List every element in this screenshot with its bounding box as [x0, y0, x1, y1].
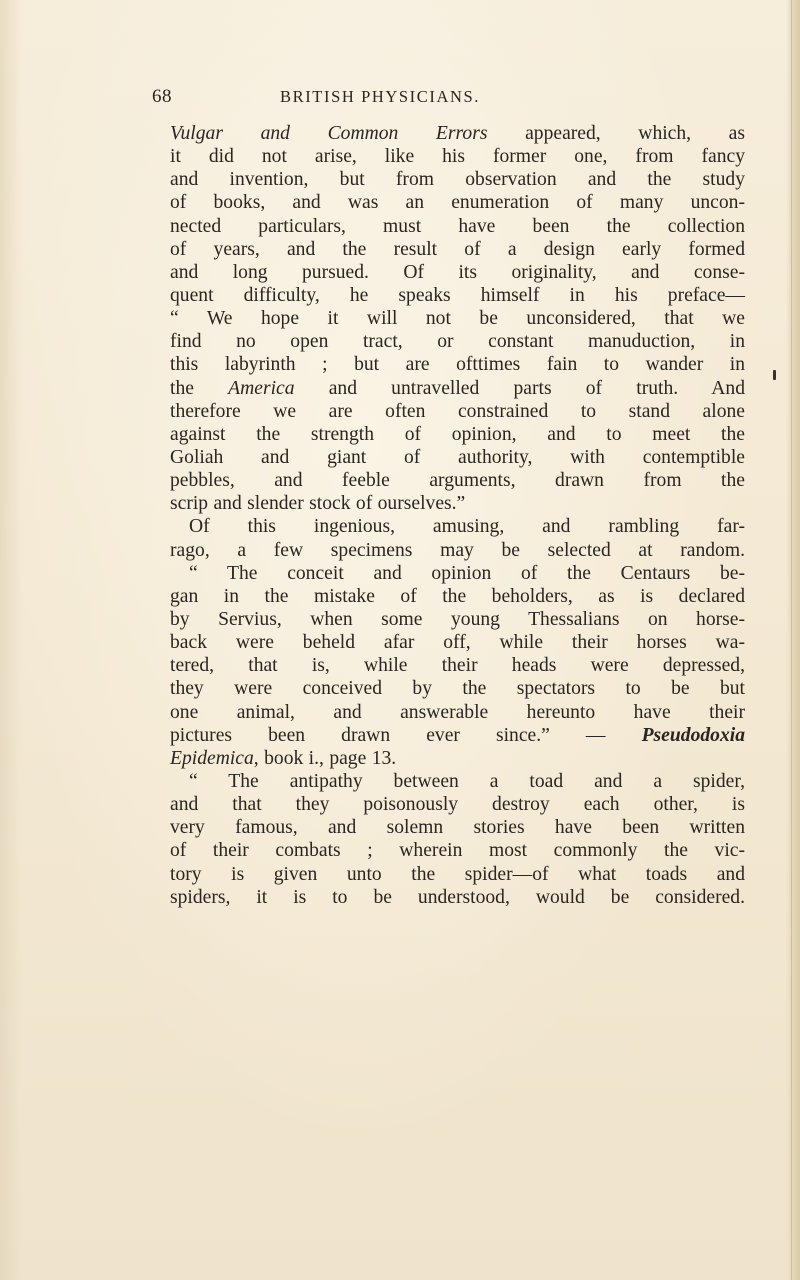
text-line	[170, 631, 745, 654]
text-run: and long pursued. Of its originality, and conse-	[170, 261, 745, 283]
text-line	[170, 677, 745, 700]
page-right-edge	[786, 0, 800, 1280]
text-line	[170, 863, 745, 886]
italic-text: Vulgar and Common Errors	[170, 123, 488, 144]
text-run: appeared, which, as	[487, 123, 746, 144]
text-line	[170, 492, 745, 515]
text-line	[170, 886, 745, 909]
text-line	[170, 585, 745, 608]
text-run: “ The conceit and opinion of the Centaurs be-	[189, 562, 745, 584]
text-line	[170, 747, 745, 770]
text-run: the	[170, 377, 229, 399]
text-run: Of this ingenious, amusing, and rambling far-	[189, 516, 745, 538]
italic-text: Pseudodoxia	[641, 724, 745, 746]
text-line	[170, 770, 745, 793]
ink-fleck	[773, 370, 776, 380]
text-line	[170, 724, 745, 747]
page-edge-line	[791, 0, 792, 1280]
text-line	[170, 839, 745, 862]
text-line	[170, 701, 745, 724]
text-line	[170, 469, 745, 492]
running-title: BRITISH PHYSICIANS.	[280, 87, 481, 106]
text-run: very famous, and solemn stories have been written	[170, 817, 745, 839]
text-line	[170, 446, 745, 469]
text-run: and that they poisonously destroy each other, is	[170, 794, 745, 816]
text-line	[170, 539, 745, 562]
text-run: scrip and slender stock of ourselves.”	[170, 493, 466, 515]
text-line	[170, 284, 745, 307]
text-run: spiders, it is to be understood, would be considered.	[170, 886, 745, 908]
text-run: nected particulars, must have been the collection	[170, 215, 745, 237]
text-run: quent difficulty, he speaks himself in his preface—	[170, 284, 745, 306]
text-run: one animal, and answerable hereunto have their	[170, 701, 745, 723]
text-run: back were beheld afar off, while their horses wa-	[170, 632, 745, 654]
text-line	[170, 816, 745, 839]
text-line	[170, 793, 745, 816]
page-left-shading	[0, 0, 22, 1280]
running-head	[152, 86, 772, 110]
text-run: this labyrinth ; but are ofttimes fain to wander in	[170, 354, 745, 376]
text-line	[170, 377, 745, 400]
text-line	[170, 238, 745, 261]
text-line	[170, 145, 745, 168]
text-run: they were conceived by the spectators to be but	[170, 678, 745, 700]
italic-text: America	[228, 377, 295, 399]
text-run: it did not arise, like his former one, from fancy	[170, 146, 745, 168]
text-run: rago, a few specimens may be selected at random.	[170, 539, 745, 561]
text-line	[170, 400, 745, 423]
text-run: , book i., page 13.	[253, 747, 397, 769]
text-run: by Servius, when some young Thessalians on horse-	[170, 608, 745, 630]
text-line	[170, 562, 745, 585]
text-run: Goliah and giant of authority, with contemptible	[170, 446, 745, 468]
text-run: pebbles, and feeble arguments, drawn from the	[170, 470, 745, 492]
text-run: against the strength of opinion, and to meet the	[170, 423, 745, 445]
text-run: and invention, but from observation and the study	[170, 169, 745, 191]
text-run: “ The antipathy between a toad and a spider,	[189, 770, 745, 792]
text-line	[170, 168, 745, 191]
text-run: and untravelled parts of truth. And	[294, 377, 745, 399]
page-number: 68	[152, 86, 172, 107]
text-line	[170, 608, 745, 631]
text-line	[170, 191, 745, 214]
text-line	[170, 122, 745, 145]
text-line	[170, 654, 745, 677]
text-run: tered, that is, while their heads were depressed,	[170, 655, 745, 677]
text-run: of books, and was an enumeration of many uncon-	[170, 192, 745, 214]
italic-text: Epidemica	[170, 747, 254, 769]
text-line	[170, 330, 745, 353]
text-line	[170, 423, 745, 446]
text-run: “ We hope it will not be unconsidered, that we	[170, 308, 745, 330]
text-line	[170, 307, 745, 330]
text-run: gan in the mistake of the beholders, as is declared	[170, 585, 745, 607]
text-run: of years, and the result of a design early formed	[170, 238, 745, 260]
text-line	[170, 261, 745, 284]
text-run: pictures been drawn ever since.” —	[170, 724, 642, 746]
text-run: find no open tract, or constant manuduction, in	[170, 331, 745, 353]
text-run: therefore we are often constrained to stand alone	[170, 400, 745, 422]
text-line	[170, 515, 745, 538]
text-line	[170, 215, 745, 238]
body-text	[170, 122, 745, 909]
text-run: tory is given unto the spider—of what toads and	[170, 863, 745, 885]
text-line	[170, 353, 745, 376]
text-run: of their combats ; wherein most commonly the vic-	[170, 840, 745, 862]
